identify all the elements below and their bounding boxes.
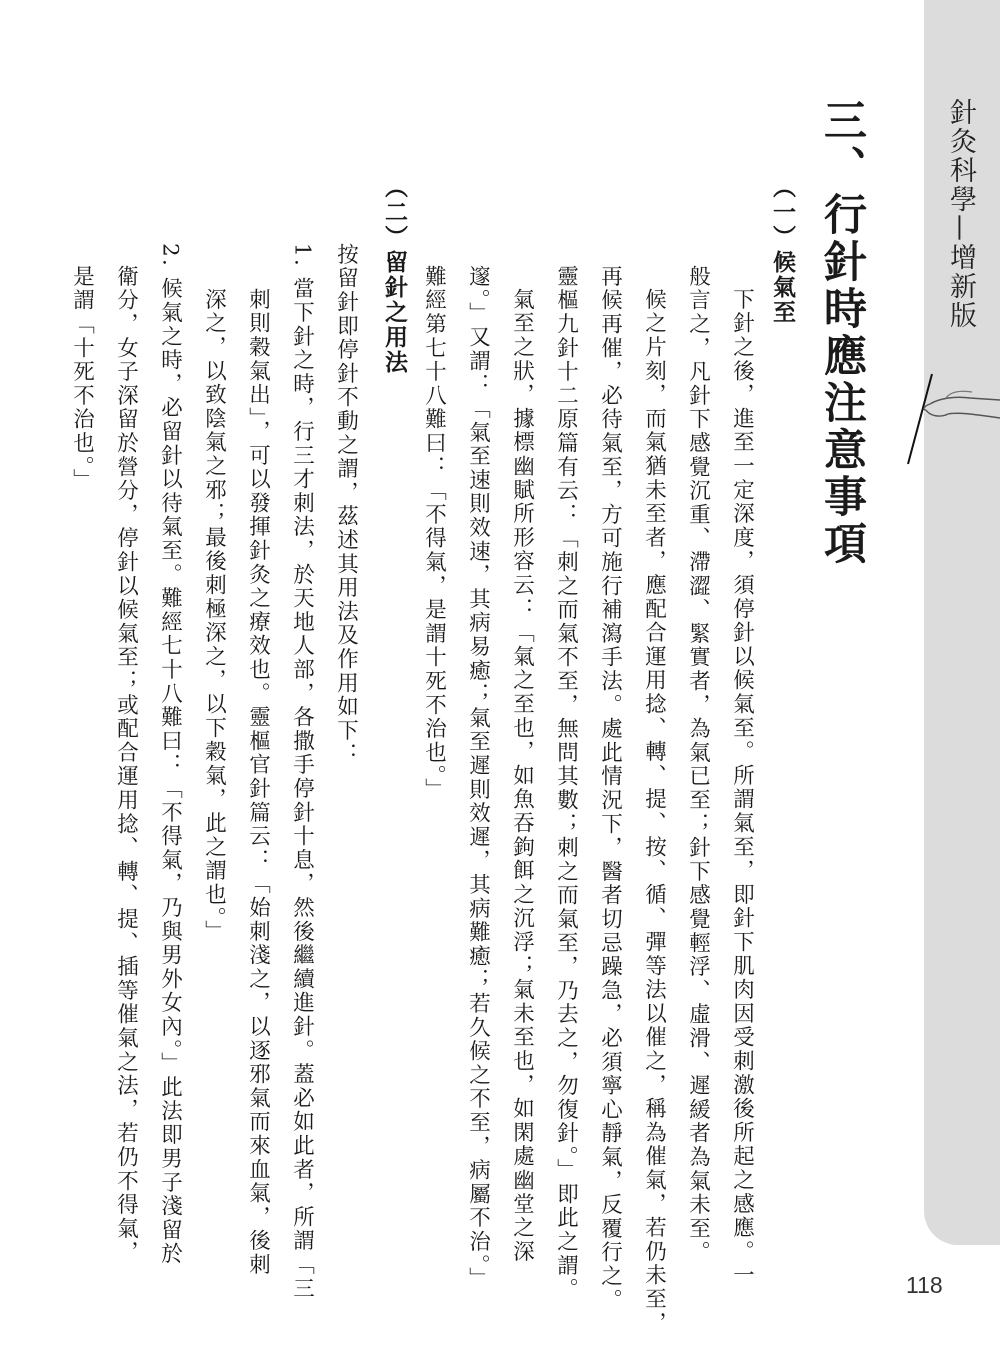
body-line: 般言之，凡針下感覺沉重、滯澀、緊實者，為氣已至；針下感覺輕浮、虛滑、遲緩者為氣未至。 [685, 265, 711, 1265]
body-line: 再候再催，必待氣至，方可施行補瀉手法。處此情況下，醫者切忌躁急，必須寧心靜氣，反覆行之。 [597, 265, 623, 1313]
body-line: 候之片刻，而氣猶未至者，應配合運用捻、轉、提、按、循、彈等法以催之，稱為催氣，若仍未至， [641, 288, 667, 1336]
body-line: 下針之後，進至一定深度，須停針以候氣至。所謂氣至，即針下肌肉因受刺激後所起之感應。一 [729, 288, 755, 1288]
body-line: 1. 當下針之時，行三才刺法，於天地人部，各撒手停針十息，然後繼續進針。蓋必如此者，所謂「三 [289, 243, 315, 1301]
body-line: 氣至之狀，據標幽賦所形容云：「氣之至也，如魚吞鉤餌之沉浮；氣未至也，如閑處幽堂之深 [509, 288, 535, 1264]
body-line: 靈樞九針十二原篇有云：「刺之而氣不至，無問其數；刺之而氣至，乃去之，勿復針。」即此之謂。 [553, 265, 579, 1302]
body-line: 刺則穀氣出」，可以發揮針灸之療效也。靈樞官針篇云：「始刺淺之，以逐邪氣而來血氣，後刺 [245, 288, 271, 1277]
body-line: 深之，以致陰氣之邪；最後刺極深之，以下穀氣，此之謂也。」 [201, 288, 227, 944]
hand-holding-needle-icon [900, 368, 1000, 468]
subsection-title-1: （一）候氣至 [769, 175, 795, 325]
body-line: 衛分，女子深留於營分，停針以候氣至；或配合運用捻、轉、提、插等催氣之法，若仍不得氣， [113, 265, 139, 1265]
body-line: 2. 候氣之時，必留針以待氣至。難經七十八難曰：「不得氣，乃與男外女內。」此法即男子淺留於 [157, 243, 183, 1267]
body-line: 是謂「十死不治也。」 [69, 265, 95, 493]
subsection-title-2: （二）留針之用法 [381, 175, 407, 375]
body-line: 難經第七十八難曰：「不得氣，是謂十死不治也。」 [421, 265, 447, 802]
body-line: 按留針即停針不動之謂，茲述其用法及作用如下： [333, 243, 359, 767]
page-number: 118 [906, 1272, 943, 1298]
section-heading: 三、行針時應注意事項 [817, 98, 867, 568]
book-title: 針灸科學—增新版 [945, 98, 976, 330]
body-line: 邃。」又謂：「氣至速則效速，其病易癒；氣至遲則效遲，其病難癒；若久候之不至，病屬不治。」 [465, 265, 491, 1291]
